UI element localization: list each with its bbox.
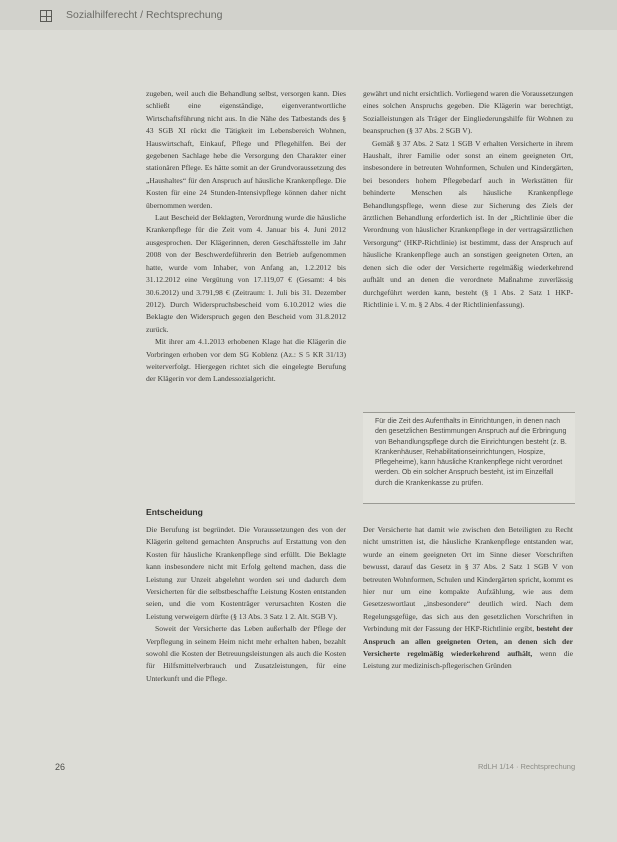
section-heading: Entscheidung	[146, 507, 203, 517]
emphasized-text: besteht der Anspruch an allen geeigneten Orten, an denen sich der Versicherte regelmäßig wiederkehrend aufhält,	[363, 624, 573, 659]
section-icon	[40, 10, 52, 22]
paragraph	[363, 524, 573, 673]
footer-source: RdLH 1/14 · Rechtsprechung	[478, 762, 576, 771]
paragraph: Gemäß § 37 Abs. 2 Satz 1 SGB V erhalten Versicherte in ihrem Haushalt, ihrer Familie oder sonst an einem geeigneten Ort, insbesondere in betreuten Wohnformen, Schulen und Kindergärten, bei besonders hohem Pflegebedarf auch in Werkstätten für behinderte Menschen als häusliche Krankenpflege Behandlungspflege, wenn diese zur Sicherung des Ziels der ärztlichen Behandlung erforderlich ist. In der „Richtlinie über die Verordnung von häuslicher Krankenpflege in der vertragsärztlichen Versorgung“ (HKP-Richtlinie) ist bestimmt, dass der Anspruch auf häusliche Krankenpflege auch an sonstigen geeigneten Orten, an denen sich die oder der Versicherte regelmäßig wiederkehrend aufhält und an denen die verordnete Maßnahme zuverlässig durchgeführt werden kann, besteht (§ 1 Abs. 2 Satz 1 HKP-Richtlinie i. V. m. § 2 Abs. 4 der Richtlinienfassung).	[363, 138, 573, 309]
paragraph: zugeben, weil auch die Behandlung selbst, versorgen kann. Dies schließt eine eigenständige, eigenverantwortliche Wirtschaftsführung nicht aus. In die Nähe des Tatbestands des § 43 SGB XI rückt die Tätigkeit im Lebensbereich Wohnen, Hauswirtschaft, Einkauf, Pflege und Pflegehilfen. Bei der gegebenen Sachlage hebe die Versorgung den Charakter einer stationären Pflege. Es hätte somit an der Grundvoraussetzung des „Haushaltes“ für den Anspruch auf häusliche Krankenpflege. Die Kosten für eine 24 Stunden-Intensivpflege können daher nicht übernommen werden.	[146, 89, 346, 210]
quote-box	[363, 412, 575, 504]
paragraph: Mit ihrer am 4.1.2013 erhobenen Klage hat die Klägerin die Vorbringen erhoben vor dem SG Koblenz (Az.: S 5 KR 31/13) weiterverfolgt. Hiergegen richtet sich die eingelegte Berufung der Klägerin vor dem Landessozialgericht.	[146, 337, 346, 384]
page-number: 26	[55, 762, 66, 772]
paragraph: Soweit der Versicherte das Leben außerhalb der Pflege der Verpflegung in seinem Heim nicht mehr erhalten haben, bezahlt sowohl die Kosten der Betreuungsleistungen als auch die Kosten für Hilfsmittelverbrauch und Zusatzleistungen, für eine Unterkunft und die Pflege.	[146, 624, 346, 683]
left-column-top	[146, 88, 346, 386]
paragraph: gewährt und nicht ersichtlich. Vorliegend waren die Voraussetzungen eines solchen Anspruchs gegeben. Die Klägerin war berechtigt, Sozialleistungen als Träger der Eingliederungshilfe für Wohnen zu beanspruchen (§ 37 Abs. 2 SGB V).	[363, 89, 573, 136]
paragraph: Die Berufung ist begründet. Die Voraussetzungen des von der Klägerin geltend gemachten Anspruchs auf Erstattung von den Kosten für häusliche Krankenpflege sind erfüllt. Die Beklagte kann insbesondere nicht mit Erfolg geltend machen, dass die Leistung zur Unzeit abgelehnt worden sei und dadurch dem Versicherten für die selbstbeschaffte Leistung Kosten entstanden seien, und die vom Kostenträger verursachten Kosten die Leistung verweigern dürfte (§ 13 Abs. 3 Satz 1 2. Alt. SGB V).	[146, 525, 346, 621]
right-column-bottom	[363, 524, 573, 673]
page-header	[0, 0, 617, 30]
paragraph-text: wenn die Leistung zur medizinisch-pflegerischen Gründen	[363, 649, 573, 671]
right-column-top	[363, 88, 573, 311]
header-title: Sozialhilferecht / Rechtsprechung	[66, 9, 223, 21]
quote-text: Für die Zeit des Aufenthalts in Einrichtungen, in denen nach den gesetzlichen Bestimmungen Anspruch auf die Erbringung von Behandlungspflege durch die Einrichtungen besteht (z. B. Krankenhäuser, Rehabilitationseinrichtungen, Hospize, Pflegeheime), kann häusliche Krankenpflege nicht verordnet werden. Ob ein solcher Anspruch besteht, ist im Einzelfall durch die Krankenkasse zu prüfen.	[375, 418, 567, 487]
paragraph-text: Der Versicherte hat damit wie zwischen den Beteiligten zu Recht nicht umstritten ist, die häusliche Krankenpflege entstanden war, wurde an einem geeigneten Ort im Sinne dieser Vorschriften bewusst, darauf das Gesetz in § 37 Abs. 2 Satz 1 SGB V von betreuten Wohnformen, Schulen und Kindergärten spricht, kommt es hier nur um eine kompakte Aufzählung, wie aus dem Gesetzeswortlaut „insbesondere“ deutlich wird. Nach dem Regelungsgefüge, das sich aus den gesetzlichen Vorschriften in Verbindung mit der Fassung der HKP-Richtlinie ergibt,	[363, 525, 573, 634]
left-column-bottom	[146, 524, 346, 685]
paragraph: Laut Bescheid der Beklagten, Verordnung wurde die häusliche Krankenpflege für die Zeit vom 4. Januar bis 4. Juni 2012 ausgesprochen. Der Klägerinnen, deren Geschäftsstelle im Jahr 2008 von der Beschwerdeführerin den Betrieb aufgenommen hatte, wurde vom Inhaber, von Anfang an, 1.2.2012 bis 31.12.2012 eine Vergütung von 17.119,07 € (Gesamt: 4 bis 30.6.2012) und 3.791,98 € (Zeitraum: 1. Juli bis 31. Dezember 2012). Durch Widerspruchsbescheid vom 6.10.2012 wies die Beklagte den Widerspruch gegen den Bescheid vom 31.8.2012 zurück.	[146, 213, 346, 334]
